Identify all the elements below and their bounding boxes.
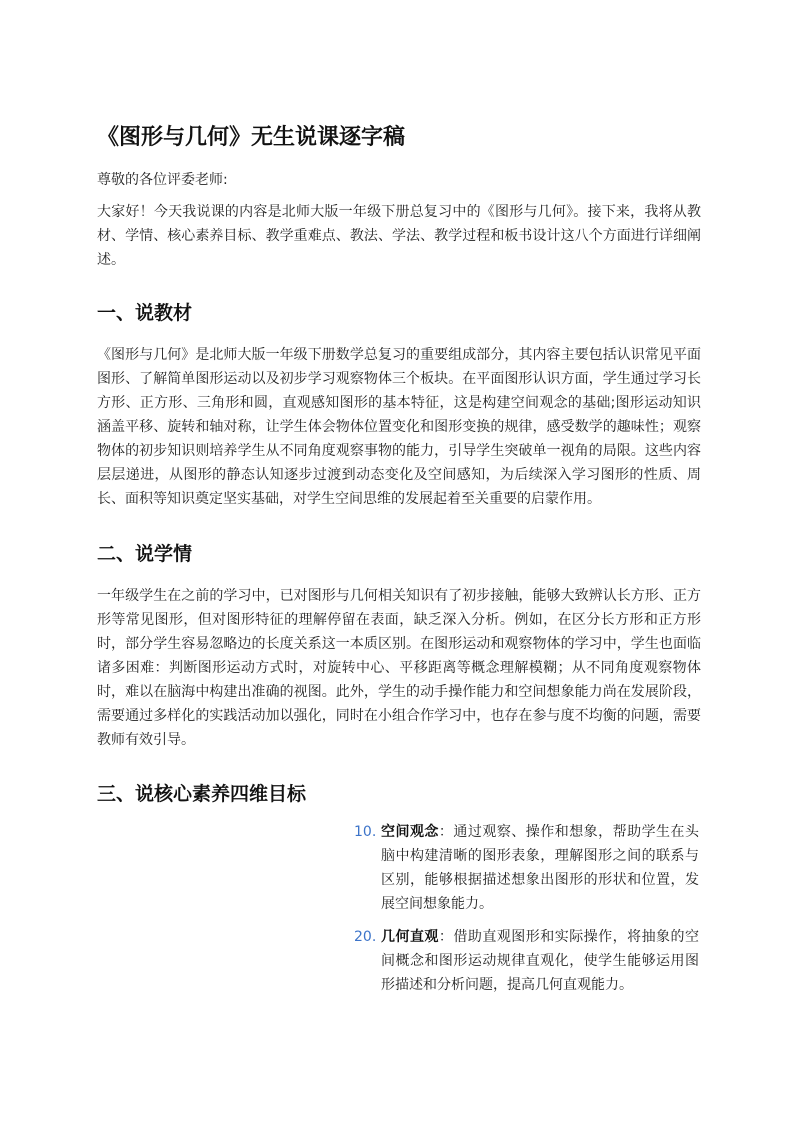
section-students	[97, 538, 701, 752]
section-paragraph-textbook: 《图形与几何》是北师大版一年级下册数学总复习的重要组成部分，其内容主要包括认识常见平面图形、了解简单图形运动以及初步学习观察物体三个板块。在平面图形认识方面，学生通过学习长方形、正方形、三角形和圆，直观感知图形的基本特征，这是构建空间观念的基础;图形运动知识涵盖平移、旋转和轴对称，让学生体会物体位置变化和图形变换的规律，感受数学的趣味性；观察物体的初步知识则培养学生从不同角度观察事物的能力，引导学生突破单一视角的局限。这些内容层层递进，从图形的静态认知逐步过渡到动态变化及空间感知，为后续深入学习图形的性质、周长、面积等知识奠定坚实基础，对学生空间思维的发展起着至关重要的启蒙作用。	[97, 347, 701, 507]
list-item	[354, 820, 699, 916]
goal-list	[354, 820, 699, 997]
intro-paragraph: 大家好！今天我说课的内容是北师大版一年级下册总复习中的《图形与几何》。接下来，我将从教材、学情、核心素养目标、教学重难点、教法、学法、教学过程和板书设计这八个方面进行详细阐述。	[97, 204, 701, 268]
section-heading-goals: 三、说核心素养四维目标	[97, 783, 307, 805]
goal-term: 空间观念	[381, 824, 439, 840]
list-item	[354, 925, 699, 997]
section-paragraph-students: 一年级学生在之前的学习中，已对图形与几何相关知识有了初步接触，能够大致辨认长方形、正方形等常见图形，但对图形特征的理解停留在表面，缺乏深入分析。例如，在区分长方形和正方形时，部分学生容易忽略边的长度关系这一本质区别。在图形运动和观察物体的学习中，学生也面临诸多困难：判断图形运动方式时，对旋转中心、平移距离等概念理解模糊；从不同角度观察物体时，难以在脑海中构建出准确的视图。此外，学生的动手操作能力和空间想象能力尚在发展阶段，需要通过多样化的实践活动加以强化，同时在小组合作学习中，也存在参与度不均衡的问题，需要教师有效引导。	[97, 588, 701, 748]
page-title: 《图形与几何》无生说课逐字稿	[97, 125, 406, 150]
goal-text: 通过观察、操作和想象，帮助学生在头脑中构建清晰的图形表象，理解图形之间的联系与区别，能够根据描述想象出图形的形状和位置，发展空间想象能力。	[381, 824, 700, 912]
goal-separator: ：	[438, 824, 454, 840]
section-goals	[97, 778, 701, 997]
section-heading-students: 二、说学情	[97, 543, 193, 565]
goal-text: 借助直观图形和实际操作，将抽象的空间概念和图形运动规律直观化，使学生能够运用图形描述和分析问题，提高几何直观能力。	[381, 929, 700, 993]
list-item-body	[381, 925, 699, 997]
section-textbook	[97, 297, 701, 511]
list-item-body	[381, 820, 699, 916]
list-item-number: 10.	[354, 824, 377, 840]
list-item-number: 20.	[354, 929, 377, 945]
section-heading-textbook: 一、说教材	[97, 302, 193, 324]
greeting-line: 尊敬的各位评委老师:	[97, 172, 228, 188]
goal-term: 几何直观	[381, 929, 439, 945]
goal-separator: ：	[438, 929, 454, 945]
document-page	[97, 118, 701, 997]
